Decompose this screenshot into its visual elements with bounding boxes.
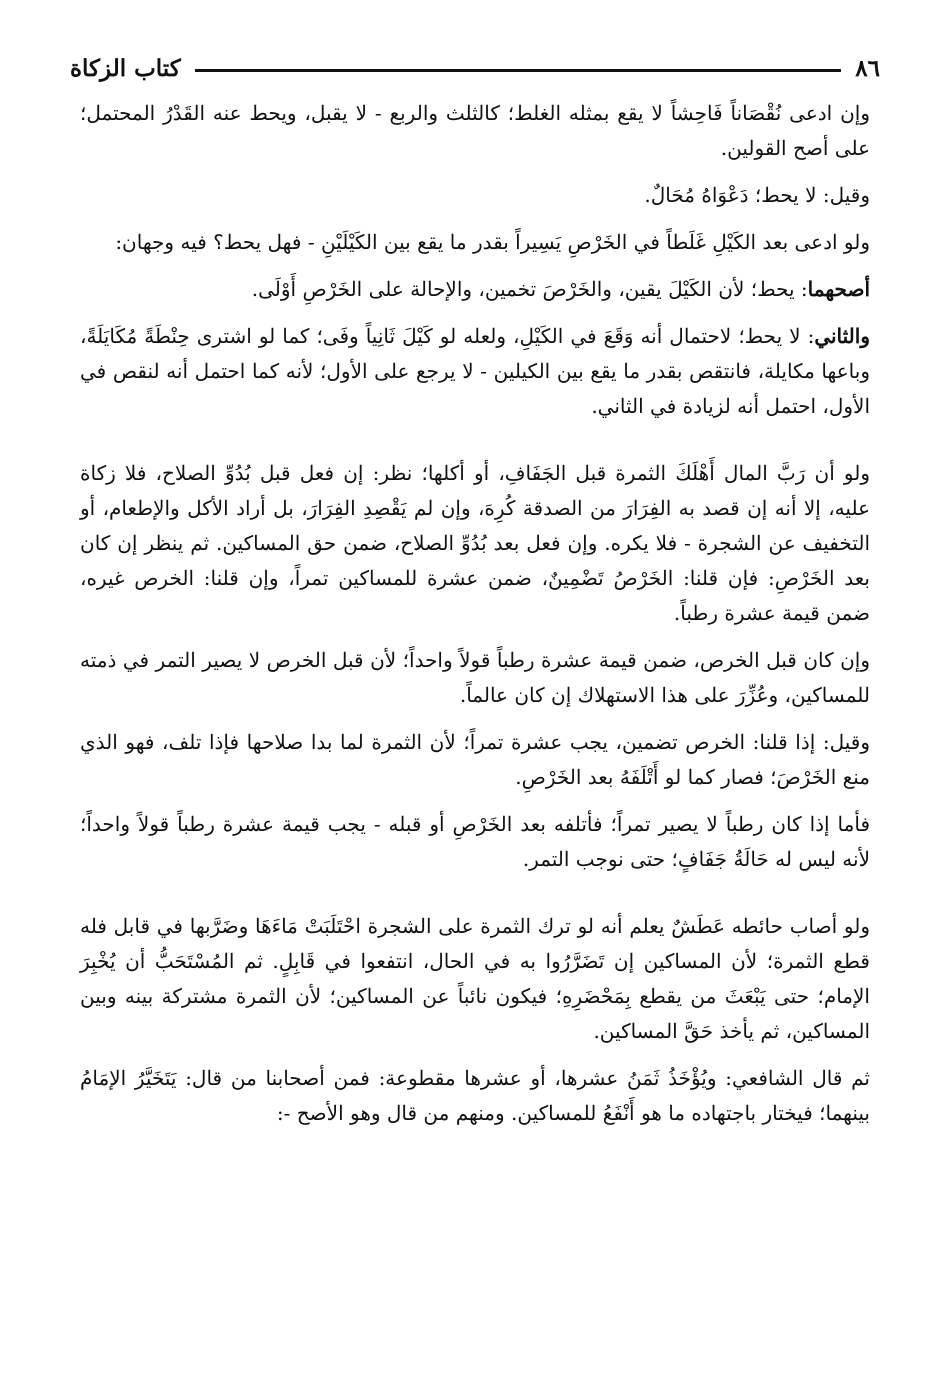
page-body: [80, 96, 870, 1131]
page-number: ٨٦: [855, 54, 880, 82]
paragraph-text: : لا يحط؛ لاحتمال أنه وَقَعَ في الكَيْلِ، ولعله لو كَيْلَ ثَانِياً وفَى؛ كما لو اشترى حِنْطَةً مُكَايَلَةً، وباعها مكايلة، فانتقص بقدر ما يقع بين الكيلين - لا يرجع على الأول؛ لأنه كما احتمل أنه لنقص في الأول، احتمل أنه لزيادة في الثاني.: [80, 324, 870, 418]
paragraph-text: وإن كان قبل الخرص، ضمن قيمة عشرة رطباً قولاً واحداً؛ لأن قبل الخرص لا يصير التمر في ذمته للمساكين، وعُزِّرَ على هذا الاستهلاك إن كان عالماً.: [80, 648, 870, 707]
paragraph-text: فأما إذا كان رطباً لا يصير تمراً؛ فأتلفه بعد الخَرْصِ أو قبله - يجب قيمة عشرة رطباً قولاً واحداً؛ لأنه ليس له حَالَةُ جَفَافٍ؛ حتى نوجب التمر.: [80, 812, 870, 871]
paragraph: [80, 725, 870, 795]
paragraph: [80, 178, 870, 213]
paragraph-text: ولو ادعى بعد الكَيْلِ غَلَطاً في الخَرْصِ يَسِيراً بقدر ما يقع بين الكَيْلَيْنِ - فهل يحط؟ فيه وجهان:: [115, 230, 870, 254]
paragraph: [80, 456, 870, 631]
paragraph-text: وإن ادعى نُقْصَاناً فَاحِشاً لا يقع بمثله الغلط؛ كالثلث والربع - لا يقبل، ويحط عنه القَدْرُ المحتمل؛ على أصح القولين.: [80, 101, 870, 160]
paragraph: [80, 807, 870, 877]
paragraph: [80, 319, 870, 424]
paragraph-lead: أصحهما: [807, 277, 870, 301]
paragraph: [80, 272, 870, 307]
page-header: [70, 48, 880, 88]
paragraph-text: وقيل: لا يحط؛ دَعْوَاهُ مُحَالٌ.: [644, 183, 870, 207]
header-rule: [195, 69, 842, 72]
paragraph-text: ثم قال الشافعي: ويُؤْخَذُ ثَمَنُ عشرها، أو عشرها مقطوعة: فمن أصحابنا من قال: يَتَخَيَّرُ الإمَامُ بينهما؛ فيختار باجتهاده ما هو أَنْفَعُ للمساكين. ومنهم من قال وهو الأصح -:: [80, 1066, 870, 1125]
paragraph-text: : يحط؛ لأن الكَيْلَ يقين، والخَرْصَ تخمين، والإحالة على الخَرْصِ أَوْلَى.: [251, 277, 808, 301]
paragraph-text: وقيل: إذا قلنا: الخرص تضمين، يجب عشرة تمراً؛ لأن الثمرة لما بدا صلاحها فإذا تلف، فهو الذي منع الخَرْصَ؛ فصار كما لو أَتْلَفَهُ بعد الخَرْصِ.: [80, 730, 870, 789]
paragraph: [80, 1061, 870, 1131]
paragraph: [80, 225, 870, 260]
paragraph-lead: والثاني: [814, 324, 870, 348]
paragraph-text: ولو أن رَبَّ المال أَهْلَكَ الثمرة قبل الجَفَافِ، أو أكلها؛ نظر: إن فعل قبل بُدُوِّ الصلاح، فلا زكاة عليه، إلا أنه إن قصد به الفِرَارَ من الصدقة كُرِهَ، وإن لم يَقْصِدِ الفِرَارَ، بل أراد الأكل والإطعام، أو التخفيف عن الشجرة - فلا يكره. وإن فعل بعد بُدُوِّ الصلاح، ضمن حق المساكين. ثم ينظر إن كان بعد الخَرْصِ: فإن قلنا: الخَرْصُ تَضْمِينٌ، ضمن عشرة للمساكين تمراً، وإن قلنا: الخرص غيره، ضمن قيمة عشرة رطباً.: [80, 461, 870, 625]
paragraph: [80, 909, 870, 1049]
paragraph-text: ولو أصاب حائطه عَطَشٌ يعلم أنه لو ترك الثمرة على الشجرة احْتَلَبَتْ مَاءَهَا وضَرَّبها في قابل فله قطع الثمرة؛ لأن المساكين إن تَضَرَّرُوا به في الحال، انتفعوا في قَابِلٍ. ثم المُسْتَحَبُّ أن يُخْبِرَ الإمام؛ حتى يَبْعَثَ من يقطع بِمَحْضَرِهِ؛ فيكون نائباً عن المساكين؛ لأن الثمرة مشتركة بينه وبين المساكين، ثم يأخذ حَقَّ المساكين.: [80, 914, 870, 1043]
paragraph: [80, 96, 870, 166]
paragraph: [80, 643, 870, 713]
running-title: كتاب الزكاة: [70, 54, 181, 82]
